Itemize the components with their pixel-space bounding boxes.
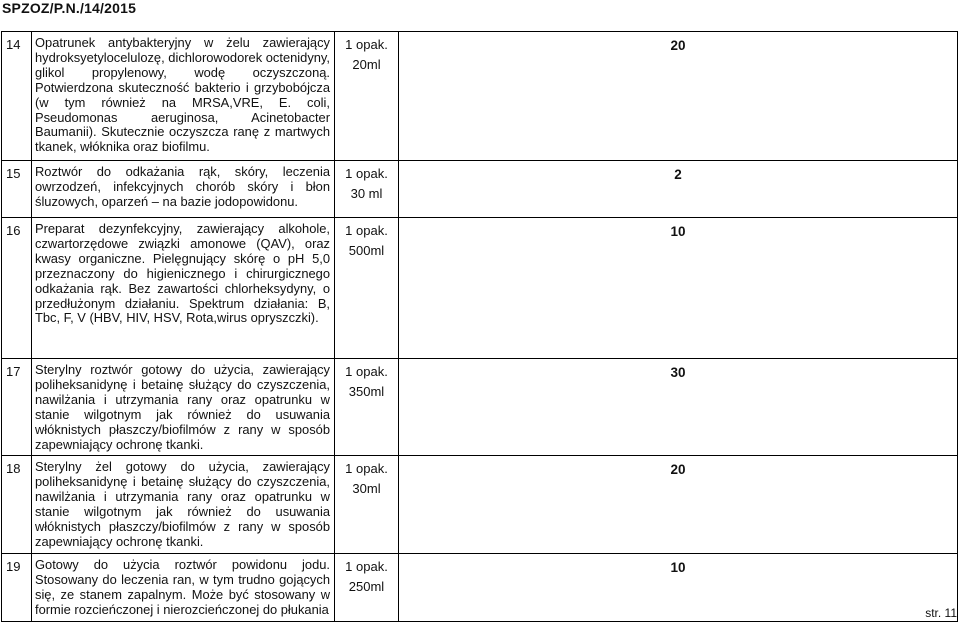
row-unit: 1 opak. — [345, 558, 388, 574]
row-quantity — [335, 553, 399, 621]
row-description: Roztwór do odkażania rąk, skóry, leczenia owrzodzeń, infekcyjnych chorób skóry i błon śluzowych, oparzeń – na bazie jodopowidonu. — [32, 161, 335, 218]
table-row — [2, 553, 958, 621]
table-row — [2, 456, 958, 553]
row-description: Preparat dezynfekcyjny, zawierający alkohole, czwartorzędowe związki amonowe (QAV), oraz kwasy organiczne. Pielęgnujący skórę o pH 5,0 przeznaczony do higienicznego i chirurgicznego odkażania rąk. Bez zawartości chlorheksydyny, o przedłużonym działaniu. Spektrum działania: B, Tbc, F, V (HBV, HIV, HSV, Rota,wirus opryszczki). — [32, 218, 335, 359]
row-unit: 1 opak. — [345, 364, 388, 379]
row-capacity: 250ml — [348, 578, 385, 594]
row-quantity — [335, 161, 399, 218]
row-unit: 1 opak. — [345, 223, 388, 238]
product-table — [1, 31, 958, 622]
row-unit: 1 opak. — [345, 37, 388, 52]
row-number: 19 — [2, 553, 32, 621]
row-capacity: 30 ml — [350, 186, 383, 201]
row-capacity: 30ml — [352, 481, 381, 497]
row-amount: 30 — [399, 359, 958, 456]
row-unit: 1 opak. — [345, 166, 388, 181]
table-row — [2, 161, 958, 218]
row-number: 16 — [2, 218, 32, 359]
row-number: 17 — [2, 359, 32, 456]
table-row — [2, 32, 958, 161]
row-description: Sterylny żel gotowy do użycia, zawierający poliheksanidynę i betainę służący do czyszczenia, nawilżania i utrzymania rany oraz opatrunku w stanie wilgotnym jak również do usuwania włóknistych płaszczy/biofilmów z rany w sposób zapewniający ochronę tkanki. — [32, 456, 335, 553]
row-amount: 20 — [399, 456, 958, 553]
page-number: str. 11 — [925, 606, 957, 620]
row-capacity: 20ml — [352, 57, 381, 72]
row-amount: 2 — [399, 161, 958, 218]
row-number: 14 — [2, 32, 32, 161]
row-quantity — [335, 32, 399, 161]
row-quantity — [335, 218, 399, 359]
row-description: Gotowy do użycia roztwór powidonu jodu. Stosowany do leczenia ran, w tym trudno gojących się, ze stanem zapalnym. Może być stosowany w formie rozcieńczonej i nierozcieńczonej do płukania — [32, 553, 335, 621]
row-description: Opatrunek antybakteryjny w żelu zawierający hydroksyetylocelulozę, dichlorowodorek octenidyny, glikol propylenowy, wodę oczyszczoną. Potwierdzona skuteczność bakterio i grzybobójcza (w tym również na MRSA,VRE, E. coli, Pseudomonas aeruginosa, Acinetobacter Baumanii). Skutecznie oczyszcza ranę z martwych tkanek, włóknika oraz biofilmu. — [32, 32, 335, 161]
row-unit: 1 opak. — [345, 461, 388, 477]
row-capacity: 500ml — [348, 243, 385, 258]
row-quantity — [335, 359, 399, 456]
row-description: Sterylny roztwór gotowy do użycia, zawierający poliheksanidynę i betainę służący do czyszczenia, nawilżania i utrzymania rany oraz opatrunku w stanie wilgotnym jak również do usuwania włóknistych płaszczy/biofilmów z rany w sposób zapewniający ochronę tkanki. — [32, 359, 335, 456]
table-row — [2, 218, 958, 359]
row-capacity: 350ml — [348, 384, 385, 399]
document-reference: SPZOZ/P.N./14/2015 — [2, 0, 137, 16]
table-row — [2, 359, 958, 456]
row-amount: 20 — [399, 32, 958, 161]
row-number: 18 — [2, 456, 32, 553]
row-amount: 10 — [399, 553, 958, 621]
row-amount: 10 — [399, 218, 958, 359]
row-number: 15 — [2, 161, 32, 218]
row-quantity — [335, 456, 399, 553]
